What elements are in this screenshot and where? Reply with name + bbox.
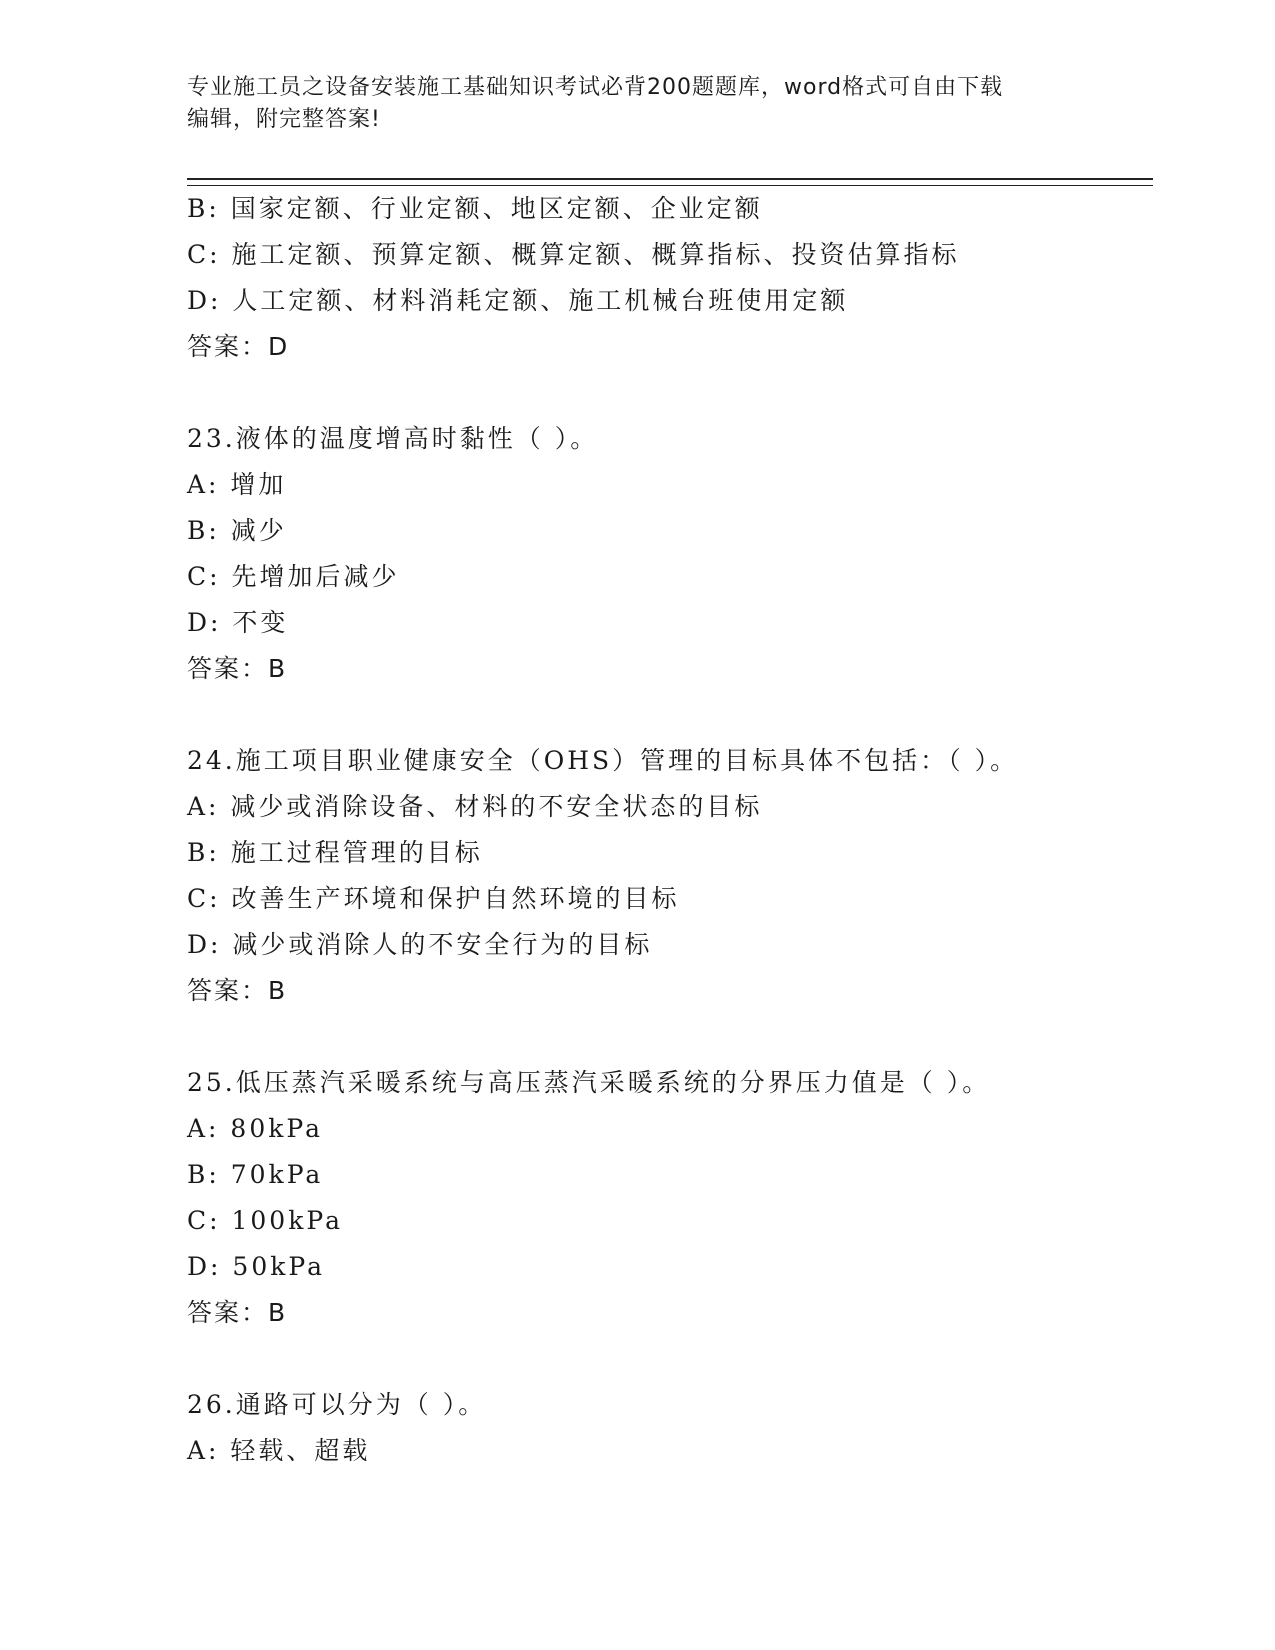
header-title-line-2: 编辑，附完整答案! xyxy=(187,107,381,132)
option-b: B: 国家定额、行业定额、地区定额、企业定额 xyxy=(187,194,763,223)
question-25 xyxy=(187,1060,1153,1336)
answer-line: 答案：B xyxy=(187,654,288,683)
option-d: D: 减少或消除人的不安全行为的目标 xyxy=(187,930,653,959)
answer-line: 答案：B xyxy=(187,976,288,1005)
option-c: C: 施工定额、预算定额、概算定额、概算指标、投资估算指标 xyxy=(187,240,960,269)
question-stem: 24.施工项目职业健康安全（OHS）管理的目标具体不包括：（ ）。 xyxy=(187,746,1019,775)
option-a: A: 减少或消除设备、材料的不安全状态的目标 xyxy=(187,792,763,821)
option-d: D: 50kPa xyxy=(187,1252,325,1281)
question-24 xyxy=(187,738,1153,1014)
question-22-continued xyxy=(187,186,1153,370)
question-26 xyxy=(187,1382,1153,1474)
option-a: A: 80kPa xyxy=(187,1114,323,1143)
option-a: A: 增加 xyxy=(187,470,287,499)
answer-line: 答案：B xyxy=(187,1298,288,1327)
header-divider xyxy=(187,178,1153,186)
question-stem: 25.低压蒸汽采暖系统与高压蒸汽采暖系统的分界压力值是（ ）。 xyxy=(187,1068,991,1097)
question-23 xyxy=(187,416,1153,692)
question-stem: 23.液体的温度增高时黏性（ ）。 xyxy=(187,424,599,453)
option-a: A: 轻载、超载 xyxy=(187,1436,371,1465)
header-title-line-1: 专业施工员之设备安装施工基础知识考试必背200题题库，word格式可自由下载 xyxy=(187,75,1004,100)
option-d: D: 人工定额、材料消耗定额、施工机械台班使用定额 xyxy=(187,286,849,315)
question-stem: 26.通路可以分为（ ）。 xyxy=(187,1390,487,1419)
option-b: B: 施工过程管理的目标 xyxy=(187,838,483,867)
document-body xyxy=(187,186,1153,1474)
option-c: C: 100kPa xyxy=(187,1206,343,1235)
option-c: C: 先增加后减少 xyxy=(187,562,400,591)
option-b: B: 减少 xyxy=(187,516,287,545)
page-header xyxy=(187,72,1067,136)
option-c: C: 改善生产环境和保护自然环境的目标 xyxy=(187,884,680,913)
option-d: D: 不变 xyxy=(187,608,289,637)
option-b: B: 70kPa xyxy=(187,1160,324,1189)
answer-line: 答案：D xyxy=(187,332,290,361)
